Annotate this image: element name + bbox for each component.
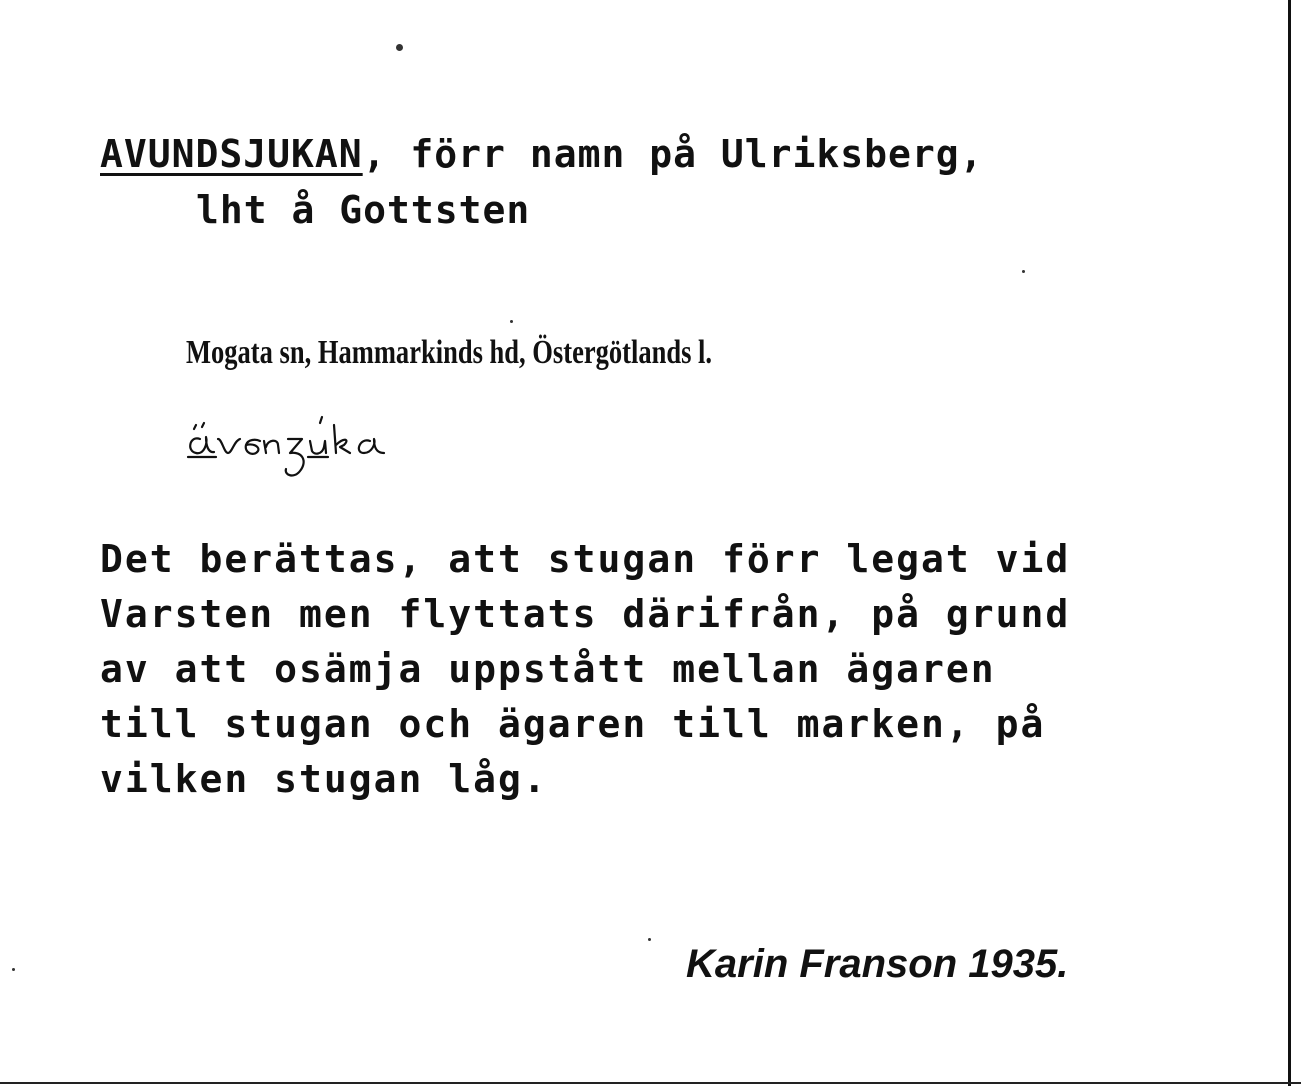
card-title [100, 132, 984, 176]
dialect-form-handwriting [184, 395, 484, 485]
scan-speck [12, 968, 15, 971]
body-line: till stugan och ägaren till marken, på [100, 702, 1046, 746]
signature: Karin Franson 1935. [686, 942, 1069, 986]
location-line: Mogata sn, Hammarkinds hd, Östergötlands l. [186, 334, 713, 371]
scan-speck [648, 938, 651, 941]
card-title-line-2: lht å Gottsten [196, 188, 531, 232]
scan-speck [396, 44, 403, 51]
body-line: Varsten men flyttats därifrån, på grund [100, 592, 1071, 636]
card-edge-right [1288, 0, 1291, 1086]
headword: AVUNDSJUKAN [100, 132, 363, 176]
card-edge-bottom [0, 1082, 1301, 1084]
body-text [100, 532, 1280, 807]
scan-speck [1022, 270, 1025, 273]
body-line: vilken stugan låg. [100, 757, 548, 801]
body-line: Det berättas, att stugan förr legat vid [100, 537, 1071, 581]
scan-speck [510, 320, 513, 323]
body-line: av att osämja uppstått mellan ägaren [100, 647, 996, 691]
title-rest: , förr namn på Ulriksberg, [362, 132, 984, 176]
